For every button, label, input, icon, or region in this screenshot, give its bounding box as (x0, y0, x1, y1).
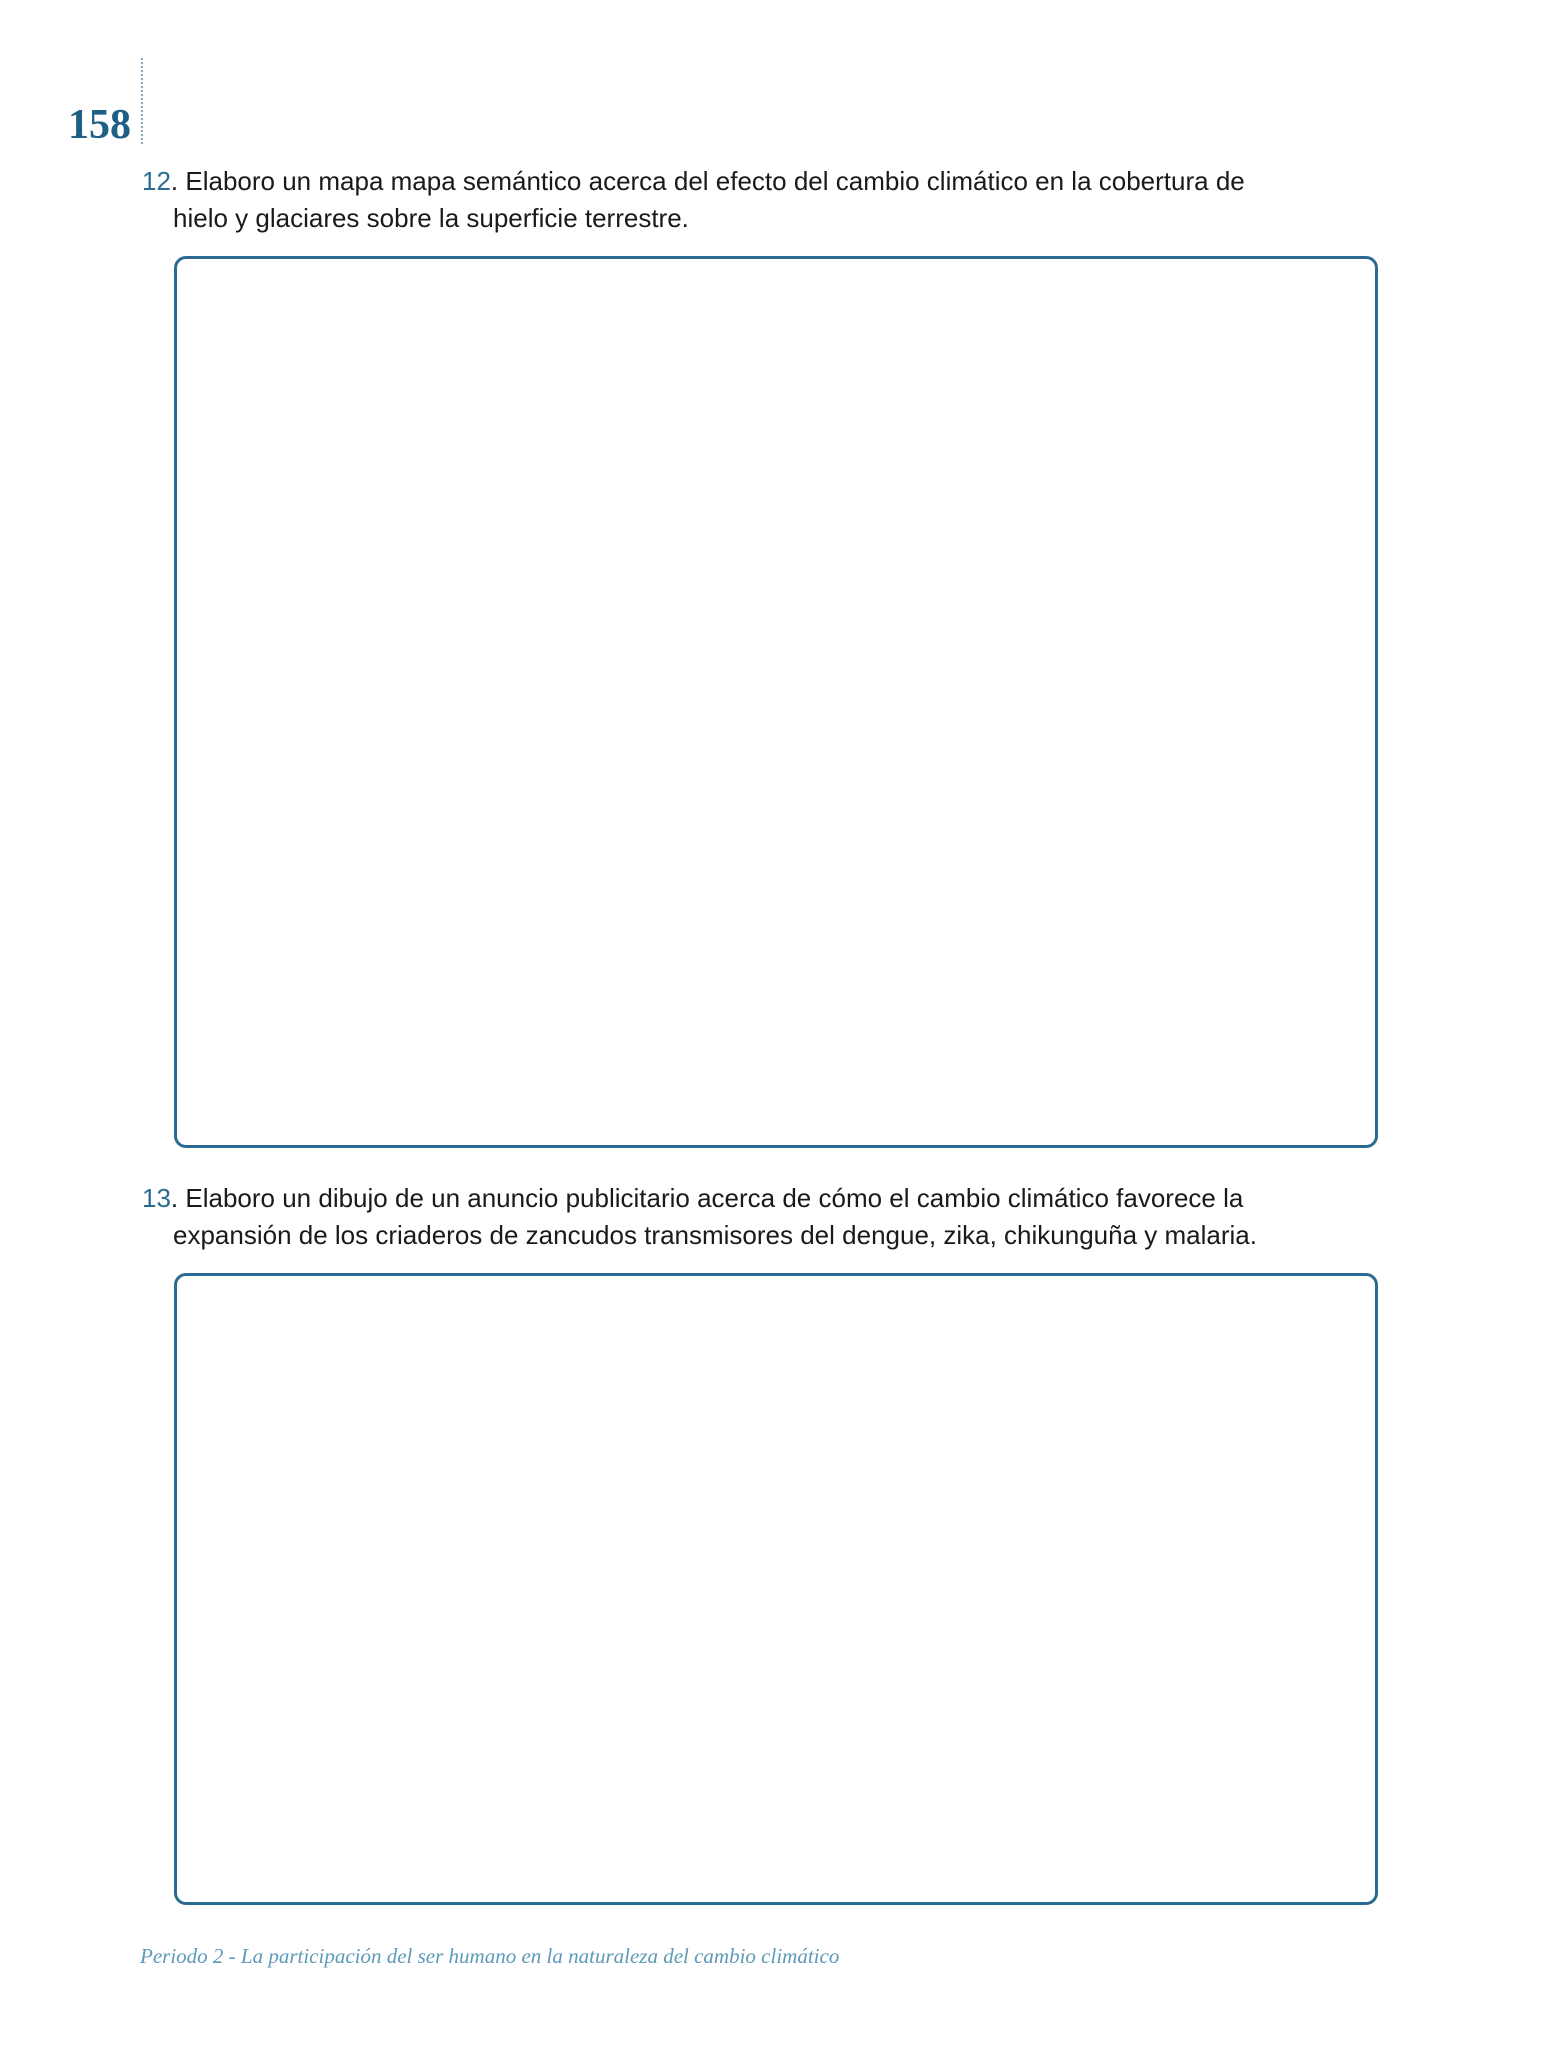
dotted-divider (141, 58, 143, 144)
question-13 (142, 1180, 1390, 1254)
answer-box-13[interactable] (174, 1273, 1378, 1905)
question-12-number: 12 (142, 166, 171, 196)
page-footer: Periodo 2 - La participación del ser humano en la naturaleza del cambio climático (140, 1944, 840, 1968)
question-12-text-line-1: Elaboro un mapa mapa semántico acerca del efecto del cambio climático en la cobertura de (178, 166, 1245, 196)
question-13-line-1 (142, 1183, 1243, 1213)
question-12-separator: . (170, 166, 179, 196)
question-13-number: 13 (142, 1183, 171, 1213)
question-12-text-line-2: hielo y glaciares sobre la superficie terrestre. (173, 203, 689, 233)
question-13-text-line-1: Elaboro un dibujo de un anuncio publicitario acerca de cómo el cambio climático favorece la (178, 1183, 1244, 1213)
question-12-line-1 (142, 166, 1245, 196)
question-13-separator: . (170, 1183, 179, 1213)
question-13-text-line-2: expansión de los criaderos de zancudos transmisores del dengue, zika, chikunguña y malaria. (173, 1220, 1257, 1250)
question-12 (142, 163, 1390, 237)
answer-box-12[interactable] (174, 256, 1378, 1148)
page-number: 158 (68, 102, 131, 148)
